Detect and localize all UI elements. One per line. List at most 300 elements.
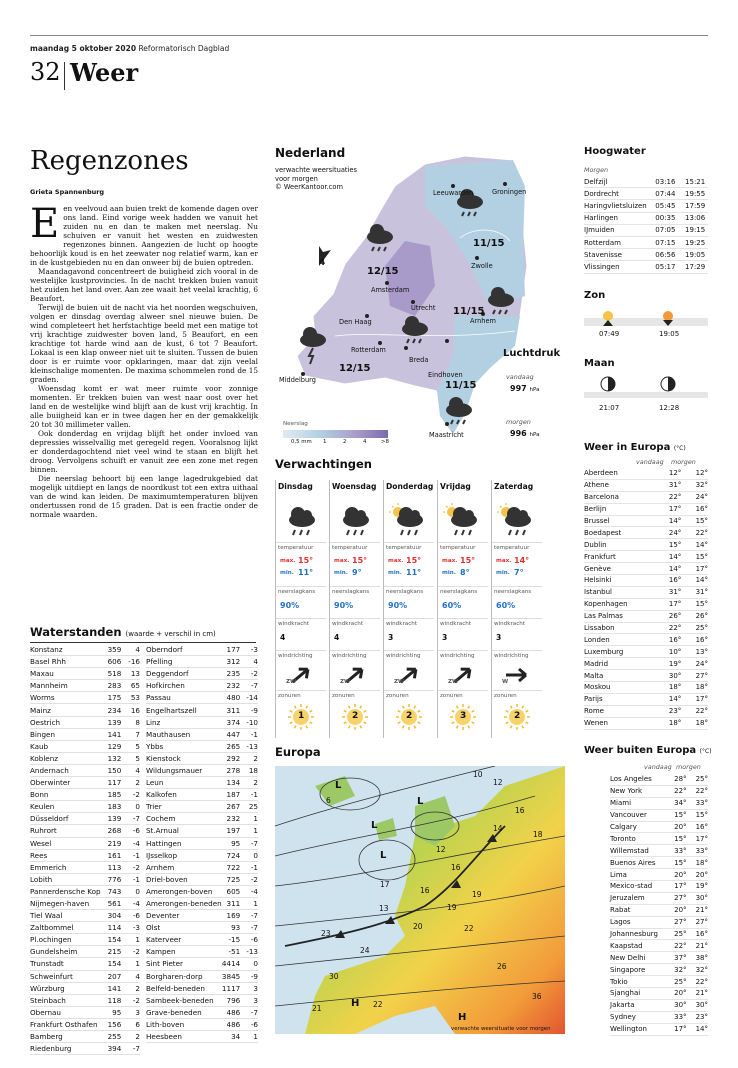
- table-row: [146, 716, 258, 728]
- row-value: 3: [246, 994, 258, 1006]
- drop-cap: E: [30, 201, 60, 247]
- table-row: [610, 797, 708, 809]
- row-label: Kalkofen: [146, 789, 222, 801]
- row-value: 480: [222, 692, 246, 704]
- table-row: [30, 994, 140, 1006]
- table-row: [146, 825, 258, 837]
- wind-direction-icon: [502, 663, 532, 691]
- forecast-day-column: [437, 480, 488, 738]
- row-label: Rome: [584, 705, 657, 717]
- table-row: [146, 813, 258, 825]
- neerslag-legend-title: Neerslag: [283, 421, 308, 427]
- row-value: -3: [246, 644, 258, 656]
- table-row: [146, 1031, 258, 1043]
- row-label: Passau: [146, 692, 222, 704]
- row-label: Parijs: [584, 693, 657, 705]
- row-value: 0: [127, 801, 140, 813]
- row-value: -4: [246, 885, 258, 897]
- row-value: -7: [127, 1043, 140, 1055]
- luchtdruk-title: Luchtdruk: [503, 348, 561, 359]
- row-value: 292: [222, 752, 246, 764]
- row-value: 26°: [687, 610, 708, 622]
- row-value: 283: [106, 680, 127, 692]
- table-row: [30, 692, 140, 704]
- zonuren-label: zonuren: [494, 693, 517, 699]
- date: maandag 5 oktober 2020: [30, 44, 137, 53]
- divider: [492, 542, 542, 543]
- row-value: 10°: [657, 646, 688, 658]
- city-label: Middelburg: [279, 376, 316, 384]
- row-value: 139: [106, 716, 127, 728]
- row-value: -7: [246, 837, 258, 849]
- row-value: -15: [222, 934, 246, 946]
- row-value: 24°: [687, 658, 708, 670]
- min-temperature: 7°: [514, 568, 524, 577]
- city-label: Breda: [409, 356, 429, 364]
- europa-title: Europa: [275, 745, 321, 759]
- table-row: [584, 682, 708, 694]
- table-row: [584, 634, 708, 646]
- row-value: 27°: [670, 916, 693, 928]
- row-value: 15°: [670, 809, 693, 821]
- divider: [384, 586, 434, 587]
- row-value: 27°: [693, 916, 708, 928]
- temperature-label: temperatuur: [332, 545, 368, 551]
- row-value: 232: [222, 680, 246, 692]
- row-value: -3: [127, 922, 140, 934]
- table-row: [584, 658, 708, 670]
- city-label: Utrecht: [411, 304, 436, 312]
- top-rule: [30, 35, 708, 36]
- neerslagkans-value: 90%: [280, 601, 300, 610]
- row-value: 24°: [657, 527, 688, 539]
- row-value: 265: [222, 740, 246, 752]
- row-label: Keulen: [30, 801, 106, 813]
- row-value: 65: [127, 680, 140, 692]
- table-row: [30, 728, 140, 740]
- divider: [438, 542, 488, 543]
- forecast-day-column: [491, 480, 542, 738]
- row-value: 03:16: [655, 176, 685, 188]
- windrichting-label: windrichting: [278, 653, 313, 659]
- row-label: Riedenburg: [30, 1043, 106, 1055]
- table-row: [584, 200, 708, 212]
- row-value: -51: [222, 946, 246, 958]
- row-value: 232: [222, 813, 246, 825]
- row-value: 7: [127, 728, 140, 740]
- weer-in-europa-table: [584, 468, 708, 730]
- row-label: Trier: [146, 801, 222, 813]
- row-label: Calgary: [610, 821, 670, 833]
- row-value: 1: [246, 813, 258, 825]
- row-value: -6: [246, 1018, 258, 1030]
- table-row: [30, 885, 140, 897]
- windrichting-label: windrichting: [440, 653, 475, 659]
- row-label: Heesbeen: [146, 1031, 222, 1043]
- luchtdruk-today: 997 hPa: [510, 384, 540, 393]
- row-label: Pannerdensche Kop: [30, 885, 106, 897]
- row-value: -14: [246, 693, 258, 703]
- row-value: 150: [106, 764, 127, 776]
- divider: [384, 618, 434, 619]
- table-row: [610, 785, 708, 797]
- divider: [276, 586, 326, 587]
- row-value: 3: [127, 1006, 140, 1018]
- table-row: [584, 705, 708, 717]
- row-label: Mexico-stad: [610, 881, 670, 893]
- row-value: 207: [106, 970, 127, 982]
- windkracht-value: 3: [388, 633, 394, 642]
- row-value: 13:06: [685, 212, 708, 224]
- table-row: [584, 575, 708, 587]
- row-label: Frankfurt: [584, 551, 657, 563]
- row-value: 219: [106, 837, 127, 849]
- city-label: Zwolle: [471, 262, 493, 270]
- city-label: Den Haag: [339, 318, 372, 326]
- row-label: Las Palmas: [584, 610, 657, 622]
- col-today: vandaag: [644, 763, 672, 771]
- row-label: Istanbul: [584, 586, 657, 598]
- row-value: 113: [106, 861, 127, 873]
- row-label: Mannheim: [30, 680, 106, 692]
- divider: [492, 618, 542, 619]
- sun-rain-cloud-icon: [438, 502, 488, 542]
- row-value: 776: [106, 873, 127, 885]
- table-row: [584, 610, 708, 622]
- row-value: 07:05: [655, 224, 685, 236]
- row-value: -7: [246, 922, 258, 934]
- city-label: Groningen: [492, 188, 527, 196]
- hoogwater-subtitle: Morgen: [584, 166, 609, 174]
- table-row: [30, 680, 140, 692]
- row-value: 34°: [670, 797, 693, 809]
- row-value: 183: [106, 801, 127, 813]
- row-value: 374: [222, 716, 246, 728]
- row-value: 605: [222, 885, 246, 897]
- row-label: Borgharen-dorp: [146, 970, 222, 982]
- row-label: Singapore: [610, 964, 670, 976]
- wind-direction-icon: [394, 663, 424, 691]
- article-paragraph: Terwijl de buien uit de nacht via het noorden wegschuiven, volgen er dinsdag overdag alweer snel nieuwe buien. De wind completeert het herfstachtige beeld met een matige tot vrij krachtige zuidwester boven land, 5 Beaufort, en een krachtige tot harde wind aan de kust, 6 tot 7 Beaufort. Lokaal is een klap onweer niet uit te sluiten. Tussen de buien door is er ruimte voor opklaringen, maar dat zijn veelal kleinschalige momenten. De maxima schommelen rond de 15 graden.: [30, 303, 258, 384]
- forecast-day-name: Vrijdag: [440, 482, 471, 491]
- row-label: Johannesburg: [610, 928, 670, 940]
- waterstanden-rule: [30, 642, 256, 643]
- neerslagkans-label: neerslagkans: [494, 589, 532, 595]
- row-value: 27°: [687, 670, 708, 682]
- temp-label: 12/15: [339, 363, 371, 374]
- row-label: Kampen: [146, 946, 222, 958]
- forecast-day-name: Donderdag: [386, 482, 434, 491]
- row-value: 17°: [657, 503, 688, 515]
- row-value: 18°: [657, 682, 688, 694]
- row-value: 32°: [693, 964, 708, 976]
- luchtdruk-tomorrow: 996 hPa: [510, 429, 540, 438]
- row-value: 14°: [693, 1023, 708, 1035]
- weer-buiten-europa-table: [610, 774, 708, 1036]
- wind-direction-icon: [340, 663, 370, 691]
- row-value: 2: [246, 777, 258, 789]
- max-temperature: 15°: [352, 556, 368, 565]
- row-value: 2: [127, 1031, 140, 1043]
- article-paragraph: Maandagavond concentreert de buiigheid zich vooral in de westelijke kustprovincies. In de nacht trekken buien vanuit het zuiden het land over. Aan zee waait het veelal krachtig, 6 Beaufort.: [30, 267, 258, 303]
- table-row: [30, 1031, 140, 1043]
- row-value: 33°: [693, 797, 708, 809]
- row-label: Amerongen-boven: [146, 885, 222, 897]
- row-value: 16°: [687, 503, 708, 515]
- row-label: Jakarta: [610, 999, 670, 1011]
- row-value: 20°: [670, 904, 693, 916]
- row-value: 1: [127, 958, 140, 970]
- windkracht-label: windkracht: [332, 621, 364, 627]
- row-value: -7: [246, 910, 258, 922]
- col-tomorrow: morgen: [676, 763, 701, 771]
- row-label: Londen: [584, 634, 657, 646]
- row-label: Stavenisse: [584, 249, 655, 261]
- max-label: max.: [280, 558, 296, 564]
- row-value: 3: [246, 982, 258, 994]
- row-value: 25°: [670, 928, 693, 940]
- table-row: [30, 946, 140, 958]
- row-value: 05:17: [655, 261, 685, 273]
- row-value: 724: [222, 849, 246, 861]
- table-row: [30, 752, 140, 764]
- divider: [438, 650, 488, 651]
- table-row: [610, 940, 708, 952]
- row-value: 4: [127, 764, 140, 776]
- max-label: max.: [388, 558, 404, 564]
- max-temperature: 15°: [460, 556, 476, 565]
- row-label: Emmerich: [30, 861, 106, 873]
- row-value: 18: [246, 764, 258, 776]
- table-row: [146, 668, 258, 680]
- divider: [492, 586, 542, 587]
- europa-labels: 10 12 14 18 16 17 16 19 20 22 23 24 26 30 36 22 21 19 13 16 12 6 L L L H H L verwachte weersituatie voor morgen: [312, 770, 551, 1032]
- row-label: Madrid: [584, 658, 657, 670]
- row-value: 606: [106, 656, 127, 668]
- table-row: [30, 1043, 140, 1055]
- nederland-subtitle: verwachte weersituaties voor morgen © WeerKantoor.com: [275, 166, 357, 191]
- article-paragraph: Die neerslag behoort bij een lange lagedrukgebied dat mogelijk uitdiept en langs de noordkust tot een extra uithaal van de wind kan leiden. De maximumtemperaturen blijven ondertussen rond de 15 graden. Dat is een fractie onder de normale waarden.: [30, 474, 258, 519]
- table-row: [146, 680, 258, 692]
- table-row: [584, 670, 708, 682]
- city-label: Leeuwarden: [433, 189, 474, 197]
- table-row: [146, 873, 258, 885]
- table-row: [146, 740, 258, 752]
- row-label: Berlijn: [584, 503, 657, 515]
- table-row: [146, 922, 258, 934]
- row-value: 215: [106, 946, 127, 958]
- row-value: -2: [246, 873, 258, 885]
- luchtdruk-tomorrow-label: morgen: [506, 418, 531, 426]
- row-value: -1: [246, 728, 258, 740]
- table-row: [146, 777, 258, 789]
- divider: [438, 586, 488, 587]
- row-value: 15°: [693, 809, 708, 821]
- row-label: Gundelsheim: [30, 946, 106, 958]
- row-value: 8: [127, 716, 140, 728]
- row-label: Lima: [610, 869, 670, 881]
- europa-caption: verwachte weersituatie voor morgen: [451, 1026, 551, 1032]
- row-label: Wenen: [584, 717, 657, 729]
- min-label: min.: [496, 570, 510, 576]
- row-value: 15°: [670, 857, 693, 869]
- table-row: [30, 1018, 140, 1030]
- min-temperature: 11°: [406, 568, 422, 577]
- row-value: 169: [222, 910, 246, 922]
- row-label: Kienstock: [146, 752, 222, 764]
- table-row: [584, 261, 708, 273]
- row-value: 1: [127, 934, 140, 946]
- row-value: -2: [127, 789, 140, 801]
- row-label: Leun: [146, 777, 222, 789]
- row-value: 05:45: [655, 200, 685, 212]
- wind-force-label: 4: [319, 258, 326, 268]
- table-row: [584, 479, 708, 491]
- row-value: 234: [106, 704, 127, 716]
- row-label: Deventer: [146, 910, 222, 922]
- row-label: IJmuiden: [584, 224, 655, 236]
- row-value: 95: [222, 837, 246, 849]
- table-row: [584, 539, 708, 551]
- article-headline: Regenzones: [30, 146, 189, 176]
- row-label: Lagos: [610, 916, 670, 928]
- row-value: 33°: [670, 845, 693, 857]
- table-row: [146, 1006, 258, 1018]
- row-label: Maxau: [30, 668, 106, 680]
- forecast-day-column: [383, 480, 434, 738]
- forecast-day-name: Dinsdag: [278, 482, 313, 491]
- zonuren-value: 2: [352, 711, 359, 721]
- table-row: [610, 833, 708, 845]
- temp-label: 11/15: [473, 238, 505, 249]
- row-value: 12°: [657, 468, 688, 479]
- row-value: 117: [106, 777, 127, 789]
- table-row: [584, 646, 708, 658]
- row-label: Pfelling: [146, 656, 222, 668]
- table-row: [146, 861, 258, 873]
- row-value: 2: [127, 982, 140, 994]
- wind-direction-text: ZW: [394, 679, 405, 685]
- table-row: [30, 982, 140, 994]
- row-value: -16: [128, 657, 140, 667]
- row-value: 22°: [657, 491, 688, 503]
- table-row: [584, 551, 708, 563]
- row-value: -1: [127, 873, 140, 885]
- row-label: Koblenz: [30, 752, 106, 764]
- row-value: -9: [246, 970, 258, 982]
- wind-direction-text: ZW: [286, 679, 297, 685]
- moonset-icon: [661, 377, 675, 391]
- row-value: 15°: [687, 551, 708, 563]
- row-value: 13: [127, 668, 140, 680]
- row-value: 21°: [693, 904, 708, 916]
- row-label: Nijmegen-haven: [30, 897, 106, 909]
- row-value: -7: [127, 813, 140, 825]
- row-value: 129: [106, 740, 127, 752]
- table-row: [30, 789, 140, 801]
- table-row: [584, 491, 708, 503]
- row-label: Deggendorf: [146, 668, 222, 680]
- row-value: 154: [106, 934, 127, 946]
- temp-label: 12/15: [367, 266, 399, 277]
- row-label: Dordrecht: [584, 188, 655, 200]
- row-label: Olst: [146, 922, 222, 934]
- divider: [330, 586, 380, 587]
- row-value: 561: [106, 897, 127, 909]
- neerslagkans-label: neerslagkans: [278, 589, 316, 595]
- row-label: Driel-boven: [146, 873, 222, 885]
- row-value: 33°: [693, 845, 708, 857]
- table-row: [610, 916, 708, 928]
- row-value: 16°: [693, 821, 708, 833]
- row-value: 2: [246, 752, 258, 764]
- row-value: 14°: [687, 575, 708, 587]
- row-label: Steinbach: [30, 994, 106, 1006]
- row-value: 32°: [670, 964, 693, 976]
- article-paragraph: Ook donderdag en vrijdag blijft het onder invloed van depressies wisselvallig met geregeld regen. Vooralsnog lijkt er donderdagochtend niet veel wind te staan en blijft het droog. Vervolgens schuift er vanuit zee een zone met regen binnen.: [30, 429, 258, 474]
- table-row: [146, 801, 258, 813]
- city-label: Rotterdam: [351, 346, 386, 354]
- table-row: [30, 813, 140, 825]
- row-value: -7: [246, 1006, 258, 1018]
- row-value: 32°: [687, 479, 708, 491]
- windkracht-label: windkracht: [494, 621, 526, 627]
- row-value: 4: [246, 656, 258, 668]
- row-label: Boedapest: [584, 527, 657, 539]
- row-value: 22°: [687, 705, 708, 717]
- row-label: Wellington: [610, 1023, 670, 1035]
- divider: [492, 690, 542, 691]
- table-row: [584, 176, 708, 188]
- divider: [384, 690, 434, 691]
- row-value: -6: [246, 934, 258, 946]
- table-row: [146, 897, 258, 909]
- row-value: 15°: [687, 598, 708, 610]
- max-label: max.: [496, 558, 512, 564]
- dateline: [30, 44, 229, 53]
- row-value: 0: [246, 849, 258, 861]
- row-value: 23°: [657, 705, 688, 717]
- row-label: Engelhartszell: [146, 704, 222, 716]
- row-value: 00:35: [655, 212, 685, 224]
- row-value: 20°: [670, 821, 693, 833]
- row-value: 311: [222, 704, 246, 716]
- row-value: 22°: [687, 527, 708, 539]
- table-row: [30, 897, 140, 909]
- row-value: 4: [127, 644, 140, 656]
- row-label: Vancouver: [610, 809, 670, 821]
- row-value: 278: [222, 764, 246, 776]
- row-value: 17°: [670, 1023, 693, 1035]
- row-label: Aberdeen: [584, 468, 657, 479]
- table-row: [584, 188, 708, 200]
- row-label: Belfeld-beneden: [146, 982, 222, 994]
- row-value: 185: [106, 789, 127, 801]
- row-value: 22°: [670, 785, 693, 797]
- row-label: Linz: [146, 716, 222, 728]
- row-value: 3845: [222, 970, 246, 982]
- row-label: Frankfurt Osthafen: [30, 1018, 106, 1030]
- table-row: [30, 716, 140, 728]
- forecast-day-name: Zaterdag: [494, 482, 534, 491]
- row-label: Luxemburg: [584, 646, 657, 658]
- neerslagkans-value: 60%: [442, 601, 462, 610]
- row-value: 5: [127, 740, 140, 752]
- table-row: [30, 1006, 140, 1018]
- moonrise-icon: [601, 377, 615, 391]
- table-row: [584, 693, 708, 705]
- row-value: 16: [127, 704, 140, 716]
